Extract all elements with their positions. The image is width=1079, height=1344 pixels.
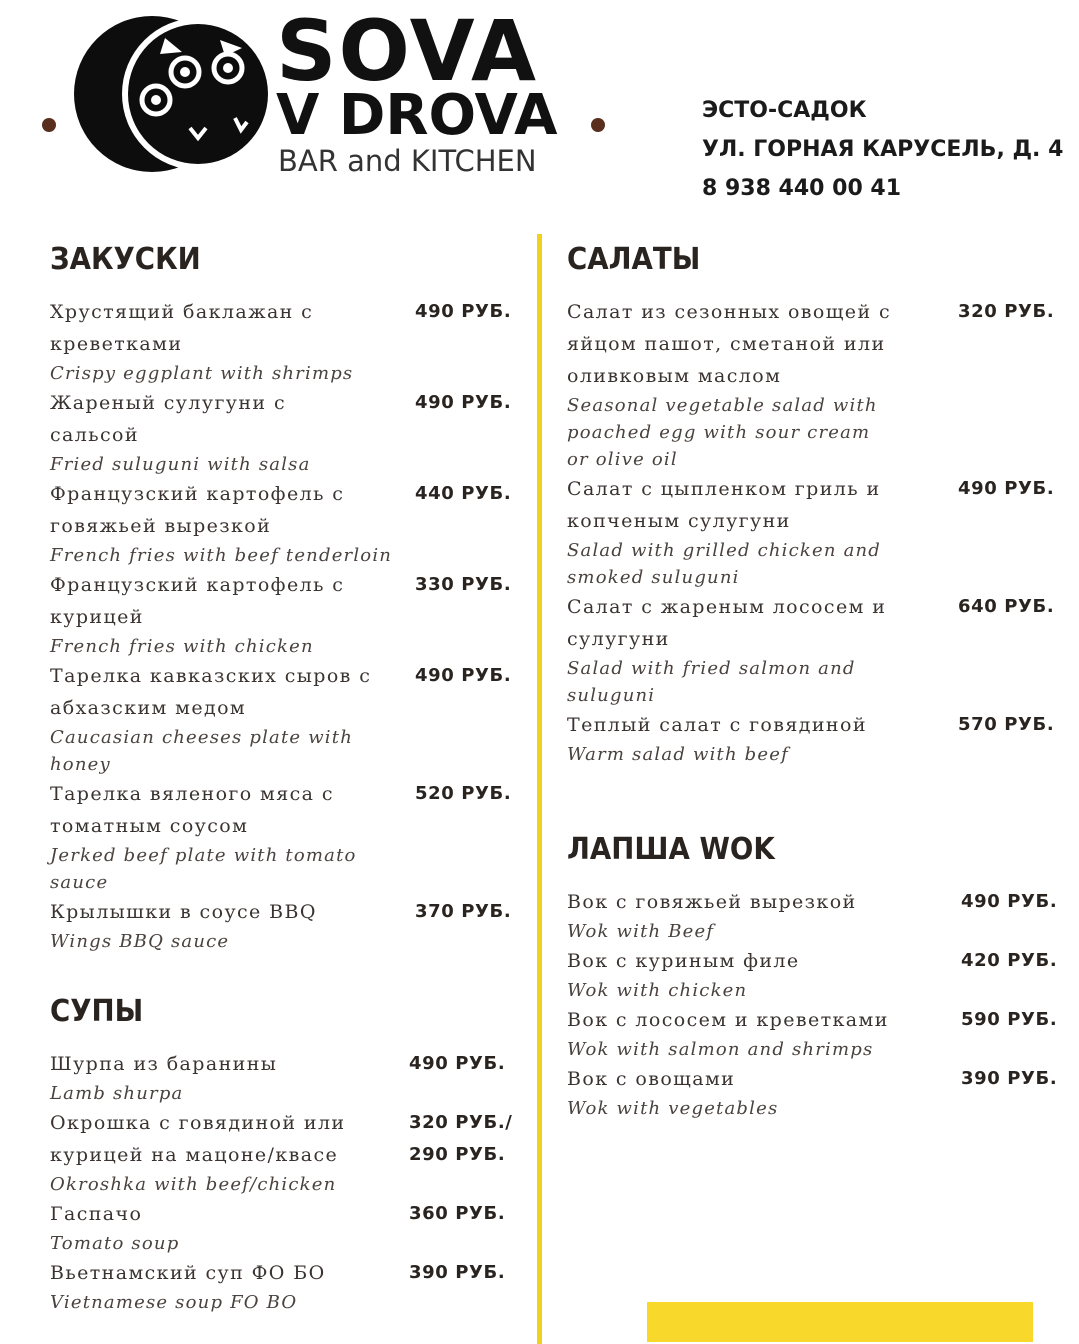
menu-item — [567, 945, 1058, 1004]
price — [958, 473, 1054, 505]
price-value: 440 РУБ. — [415, 483, 512, 504]
menu-item — [567, 1063, 1058, 1122]
dish-name-en: Warm salad with beef — [567, 744, 789, 765]
dish-name-en: Okroshka with beef/chicken — [50, 1174, 337, 1195]
dish-name-en: Fried suluguni with salsa — [50, 454, 311, 475]
dish-name-ru: Тарелка кавказских сыров с — [50, 665, 372, 687]
dish-name-en: Wok with vegetables — [567, 1098, 779, 1119]
price — [958, 296, 1054, 328]
dish-name-en: suluguni — [567, 685, 656, 706]
dish-name-ru: томатным соусом — [50, 815, 249, 837]
dish-name-en: honey — [50, 754, 111, 775]
section-title: ЛАПША WOK — [567, 832, 775, 867]
price-value: 330 РУБ. — [415, 574, 512, 595]
price — [409, 1107, 512, 1171]
menu-item — [50, 1198, 506, 1257]
price — [961, 1063, 1057, 1095]
price-value: 490 РУБ. — [961, 891, 1058, 912]
menu-item — [567, 296, 1055, 473]
price-value: 490 РУБ. — [958, 478, 1055, 499]
section-zakuski — [50, 240, 512, 955]
price-value: 420 РУБ. — [961, 950, 1058, 971]
price — [958, 591, 1054, 623]
price-value: 320 РУБ./ — [409, 1112, 513, 1133]
dish-name-ru: Французский картофель с — [50, 483, 345, 505]
dish-name-ru: Крылышки в соусе BBQ — [50, 901, 317, 923]
phone-number: 8 938 440 00 41 — [702, 176, 902, 201]
price-value: 570 РУБ. — [958, 714, 1055, 735]
dish-name-en: Lamb shurpa — [50, 1083, 184, 1104]
dish-name-ru: Гаспачо — [50, 1203, 143, 1225]
brand-tagline: BAR and KITCHEN — [278, 144, 537, 178]
price-value: 490 РУБ. — [409, 1053, 506, 1074]
price-value: 370 РУБ. — [415, 901, 512, 922]
dish-name-en: Wok with salmon and shrimps — [567, 1039, 874, 1060]
section-supy — [50, 992, 513, 1316]
location-name: ЭСТО-САДОК — [702, 98, 867, 123]
price-value: 320 РУБ. — [958, 301, 1055, 322]
dish-name-en: Wok with Beef — [567, 921, 715, 942]
brand-name-line2: V DROVA — [276, 83, 558, 148]
dish-name-ru: оливковым маслом — [567, 365, 782, 387]
dish-name-en: poached egg with sour cream — [567, 422, 871, 443]
menu-item — [50, 387, 512, 478]
price-value: 390 РУБ. — [961, 1068, 1058, 1089]
dish-name-en: Salad with grilled chicken and — [567, 540, 882, 561]
decorative-dot-left — [42, 118, 56, 132]
price — [415, 778, 511, 810]
menu-item — [50, 1048, 506, 1107]
price-value: 490 РУБ. — [415, 392, 512, 413]
price — [409, 1198, 505, 1230]
menu-item — [50, 1107, 513, 1198]
price-value: 290 РУБ. — [409, 1144, 506, 1165]
dish-name-en: Caucasian cheeses plate with — [50, 727, 353, 748]
dish-name-ru: Теплый салат с говядиной — [567, 714, 867, 736]
price — [415, 387, 511, 419]
price — [961, 886, 1057, 918]
dish-name-ru: сальсой — [50, 424, 139, 446]
section-wok — [567, 830, 1058, 1122]
dish-name-ru: Хрустящий баклажан с — [50, 301, 314, 323]
dish-name-en: Jerked beef plate with tomato — [50, 845, 357, 866]
dish-name-ru: абхазским медом — [50, 697, 247, 719]
dish-name-ru: курицей — [50, 606, 144, 628]
menu-item — [50, 778, 512, 896]
dish-name-en: Wings BBQ sauce — [50, 931, 230, 952]
section-title: СУПЫ — [50, 994, 144, 1029]
footer-bar — [647, 1302, 1033, 1342]
price — [409, 1048, 505, 1080]
menu-item — [50, 660, 512, 778]
menu-item — [567, 1004, 1058, 1063]
price — [961, 1004, 1057, 1036]
dish-name-en: French fries with chicken — [50, 636, 314, 657]
menu-item — [567, 591, 1055, 709]
dish-name-en: French fries with beef tenderloin — [50, 545, 393, 566]
dish-name-ru: говяжьей вырезкой — [50, 515, 272, 537]
price — [415, 296, 511, 328]
menu-item — [50, 896, 512, 955]
dish-name-ru: Французский картофель с — [50, 574, 345, 596]
price-value: 640 РУБ. — [958, 596, 1055, 617]
price — [409, 1257, 505, 1289]
dish-name-ru: Вок с говяжьей вырезкой — [567, 891, 857, 913]
price — [415, 569, 511, 601]
menu-item — [567, 709, 1055, 768]
dish-name-ru: яйцом пашот, сметаной или — [567, 333, 886, 355]
dish-name-en: Salad with fried salmon and — [567, 658, 856, 679]
menu-item — [567, 886, 1058, 945]
price-value: 520 РУБ. — [415, 783, 512, 804]
price — [415, 660, 511, 692]
dish-name-ru: Вок с лососем и креветками — [567, 1009, 889, 1031]
dish-name-ru: Салат с цыпленком гриль и — [567, 478, 881, 500]
menu-item — [50, 296, 512, 387]
price — [961, 945, 1057, 977]
section-salaty — [567, 240, 1055, 768]
dish-name-en: smoked suluguni — [567, 567, 740, 588]
menu-item — [567, 473, 1055, 591]
price-value: 490 РУБ. — [415, 301, 512, 322]
column-divider — [537, 234, 542, 1344]
price-value: 360 РУБ. — [409, 1203, 506, 1224]
dish-name-en: Crispy eggplant with shrimps — [50, 363, 354, 384]
dish-name-en: Tomato soup — [50, 1233, 180, 1254]
price — [415, 896, 511, 928]
dish-name-ru: Салат с жареным лососем и — [567, 596, 887, 618]
section-title: ЗАКУСКИ — [50, 242, 201, 277]
price-value: 490 РУБ. — [415, 665, 512, 686]
dish-name-en: or olive oil — [567, 449, 678, 470]
dish-name-ru: Вок с куриным филе — [567, 950, 800, 972]
dish-name-ru: сулугуни — [567, 628, 670, 650]
brand-name-line1: SOVA — [276, 2, 538, 100]
dish-name-ru: Окрошка с говядиной или — [50, 1112, 346, 1134]
section-title: САЛАТЫ — [567, 242, 701, 277]
decorative-dot-right — [591, 118, 605, 132]
price-value: 590 РУБ. — [961, 1009, 1058, 1030]
dish-name-ru: Шурпа из баранины — [50, 1053, 278, 1075]
menu-item — [50, 478, 512, 569]
dish-name-ru: Вок с овощами — [567, 1068, 736, 1090]
dish-name-en: Wok with chicken — [567, 980, 748, 1001]
price-value: 390 РУБ. — [409, 1262, 506, 1283]
dish-name-ru: Жареный сулугуни с — [50, 392, 286, 414]
menu-item — [50, 1257, 506, 1316]
address: УЛ. ГОРНАЯ КАРУСЕЛЬ, Д. 4 — [702, 137, 1064, 162]
dish-name-ru: Вьетнамский суп ФО БО — [50, 1262, 326, 1284]
dish-name-ru: креветками — [50, 333, 183, 355]
dish-name-en: Seasonal vegetable salad with — [567, 395, 878, 416]
menu-item — [50, 569, 512, 660]
price — [958, 709, 1054, 741]
owl-logo-icon — [70, 8, 280, 174]
dish-name-en: sauce — [50, 872, 109, 893]
dish-name-ru: Салат из сезонных овощей с — [567, 301, 891, 323]
dish-name-ru: курицей на мацоне/квасе — [50, 1144, 339, 1166]
dish-name-ru: Тарелка вяленого мяса с — [50, 783, 334, 805]
dish-name-en: Vietnamese soup FO BO — [50, 1292, 298, 1313]
price — [415, 478, 511, 510]
dish-name-ru: копченым сулугуни — [567, 510, 791, 532]
